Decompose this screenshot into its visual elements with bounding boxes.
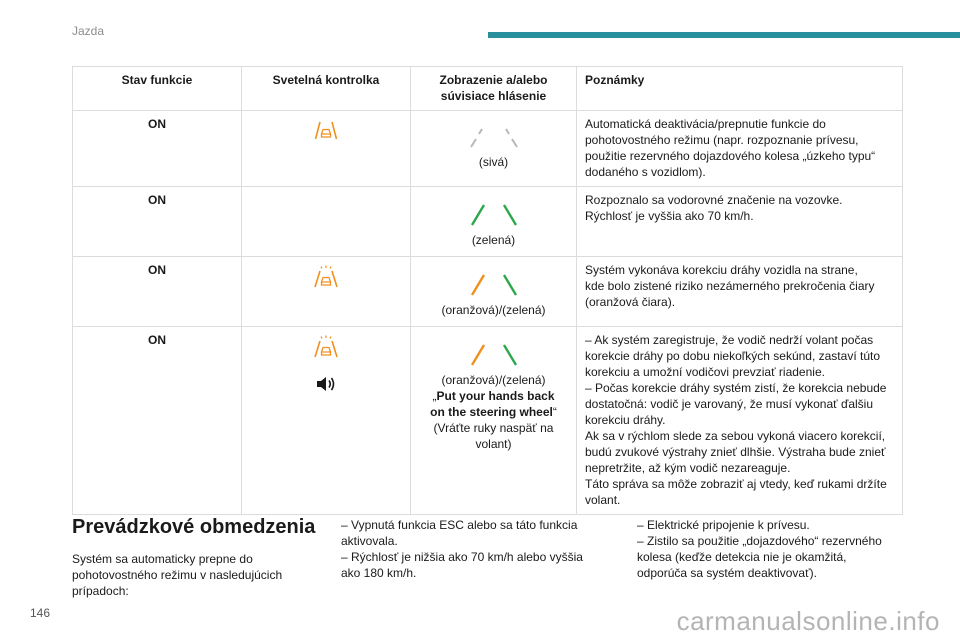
table-row [73,257,903,327]
table-row [73,111,903,187]
table-header-row [73,67,903,111]
header-accent-bar [488,32,960,38]
display-cell [411,327,577,515]
grey-lane-lines-icon [464,126,524,150]
section-intro [72,551,322,599]
lane-assist-warning-icon [314,119,338,141]
note-line: Automatická deaktivácia/prepnutie funkcie do [585,117,826,131]
message-line [419,404,568,420]
note-line: volant. [585,493,621,507]
header-display-line-2: súvisiace hlásenie [440,89,547,103]
list-line: odporúča sa systém deaktivovať). [637,566,817,580]
green-lane-lines-icon [464,202,524,228]
note-line: dostatočná: vodič je varovaný, že musí vykonať ďalšiu [585,397,874,411]
limitations-column-3 [637,517,907,581]
header-notes: Poznámky [577,67,903,111]
note-line: – Ak systém zaregistruje, že vodič nedrží volant počas [585,333,874,347]
display-cell [411,257,577,327]
lane-assist-table [72,66,903,515]
header-display [411,67,577,111]
message-open-quote: „ [432,389,437,403]
table-row [73,327,903,515]
speaker-icon [315,375,337,393]
notes-cell [577,327,903,515]
section-label: Jazda [72,24,105,38]
orange-green-lane-lines-icon [464,342,524,368]
lamp-cell [242,257,411,327]
note-line: kde bolo zistené riziko nezámerného prekročenia čiary [585,279,875,293]
notes-cell [577,257,903,327]
table-row [73,187,903,257]
display-cell [411,187,577,257]
note-line: Systém vykonáva korekciu dráhy vozidla na strane, [585,263,858,277]
message-bold: on the steering wheel [430,405,553,419]
orange-green-lane-lines-icon [464,272,524,298]
notes-cell [577,187,903,257]
notes-cell [577,111,903,187]
list-line: – Vypnutá funkcia ESC alebo sa táto funkcia [341,518,578,532]
limitations-column-1 [72,516,322,599]
message-bold: Put your hands back [436,389,555,403]
page-number: 146 [30,606,51,620]
list-line: – Elektrické pripojenie k prívesu. [637,518,810,532]
lane-assist-active-icon [312,335,340,359]
lamp-cell [242,187,411,257]
note-line: korekciu dráhy. [585,413,666,427]
list-line: kolesa (keďže detekcia nie je okamžitá, [637,550,847,564]
state-cell: ON [73,111,242,187]
display-caption: (oranžová)/(zelená) [441,373,546,387]
display-caption: (zelená) [471,233,516,247]
message-close-quote: “ [552,405,557,419]
list-line: aktivovala. [341,534,398,548]
intro-line: Systém sa automaticky prepne do [72,552,253,566]
message-line [419,388,568,404]
message-translation: volant) [475,437,512,451]
header-display-line-1: Zobrazenie a/alebo [439,73,548,87]
note-line: Rýchlosť je vyššia ako 70 km/h. [585,209,754,223]
lane-assist-active-icon [312,265,340,289]
intro-line: pohotovostného režimu v nasledujúcich [72,568,283,582]
note-line: Táto správa sa môže zobraziť aj vtedy, keď rukami držíte [585,477,887,491]
note-line: korekciu a umožní vodičovi prevziať riadenie. [585,365,825,379]
note-line: (oranžová čiara). [585,295,676,309]
note-line: Rozpoznalo sa vodorovné značenie na vozovke. [585,193,843,207]
note-line: dodaného s vozidlom). [585,165,706,179]
display-caption: (sivá) [478,155,509,169]
note-line: pohotovostného režimu (napr. rozpoznanie prívesu, [585,133,859,147]
display-caption: (oranžová)/(zelená) [441,303,546,317]
note-line: budú zvukové výstrahy znieť dlhšie. Výstraha bude znieť [585,445,886,459]
state-cell: ON [73,327,242,515]
watermark: carmanualsonline.info [676,606,940,636]
list-line: – Zistilo sa použitie „dojazdového“ rezervného [637,534,882,548]
section-heading: Prevádzkové obmedzenia [72,516,316,538]
lamp-cell [242,327,411,515]
lamp-cell [242,111,411,187]
state-cell: ON [73,187,242,257]
note-line: – Počas korekcie dráhy systém zistí, že korekcia nebude [585,381,887,395]
message-translation: (Vráťte ruky naspäť na [433,421,554,435]
intro-line: prípadoch: [72,584,129,598]
note-line: nepretržite, až kým vodič nezareaguje. [585,461,791,475]
header-lamp: Svetelná kontrolka [242,67,411,111]
limitations-column-2 [341,517,621,581]
list-line: ako 180 km/h. [341,566,417,580]
note-line: použitie rezervného dojazdového kolesa „úzkeho typu“ [585,149,876,163]
display-cell [411,111,577,187]
note-line: Ak sa v rýchlom slede za sebou vykoná viacero korekcií, [585,429,886,443]
state-cell: ON [73,257,242,327]
header-state: Stav funkcie [73,67,242,111]
note-line: korekcie dráhy po dobu niekoľkých sekúnd, zastaví túto [585,349,881,363]
list-line: – Rýchlosť je nižšia ako 70 km/h alebo vyššia [341,550,583,564]
